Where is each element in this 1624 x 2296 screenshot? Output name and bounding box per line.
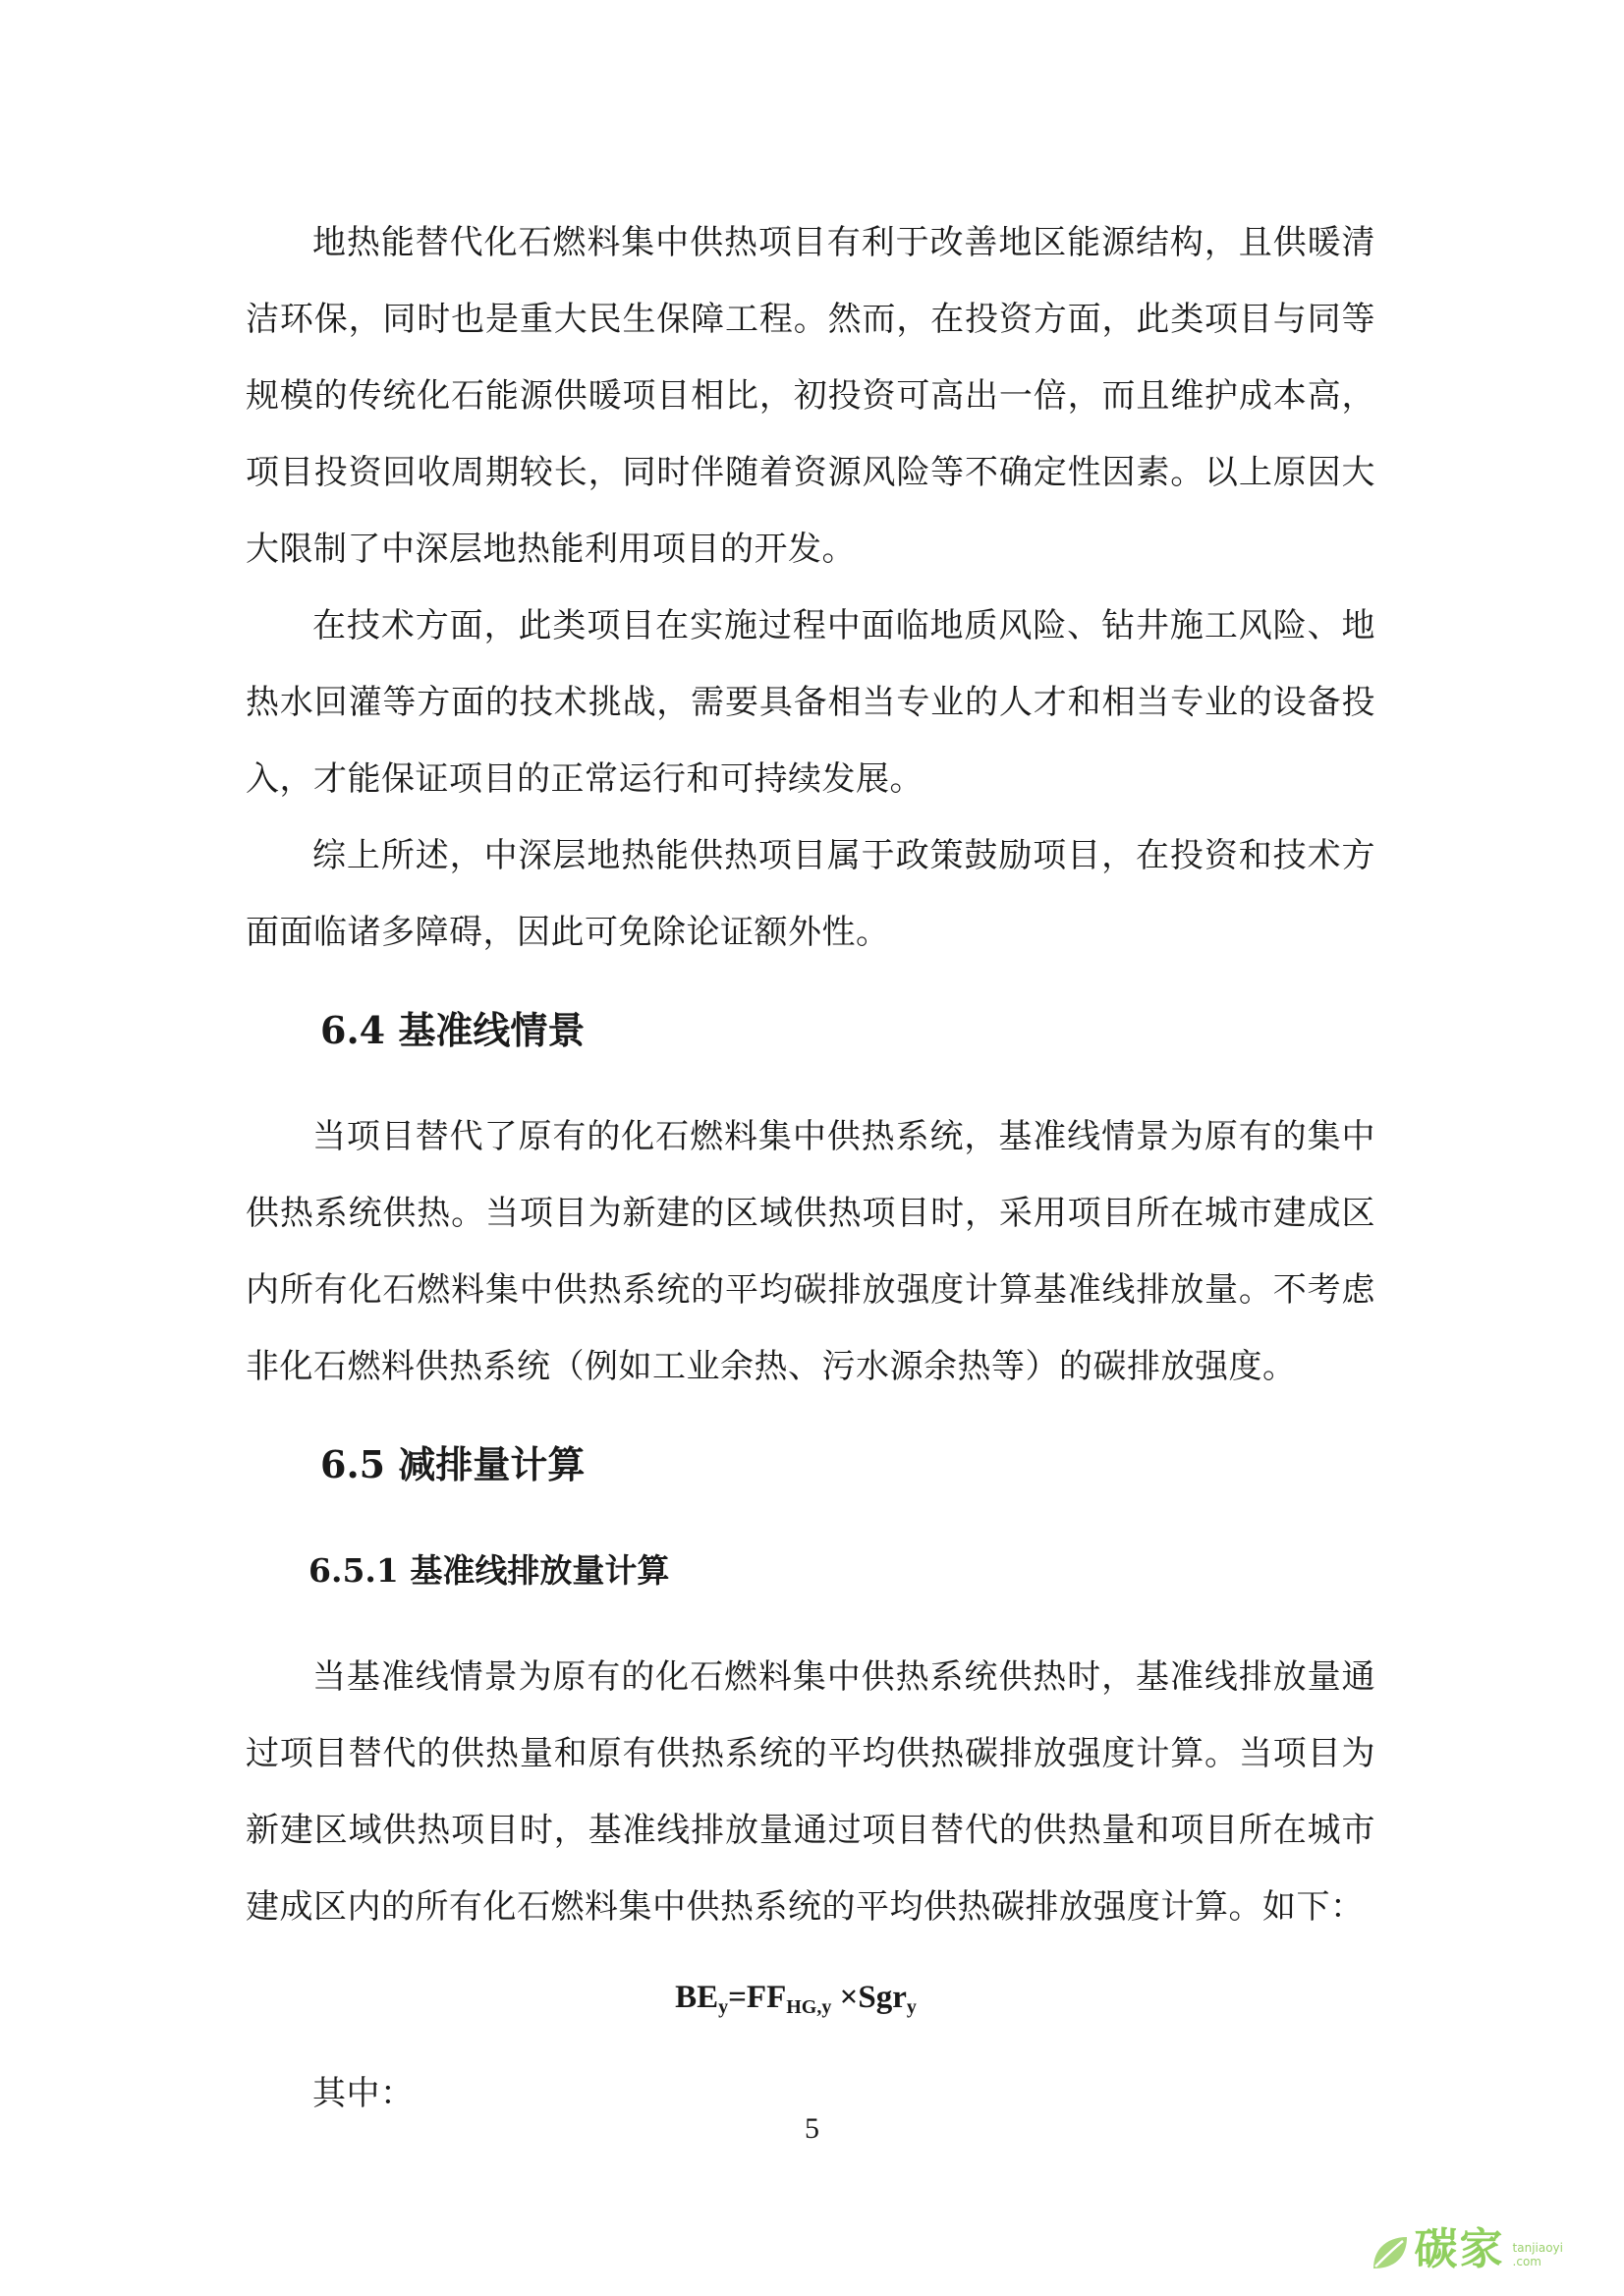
watermark-domain-line2: .com: [1512, 2255, 1541, 2268]
watermark: [1368, 2225, 1563, 2274]
watermark-brand: 碳家: [1414, 2224, 1505, 2274]
page-content: [246, 204, 1375, 2132]
watermark-domain: [1513, 2241, 1563, 2268]
paragraph-additionality-investment: 地热能替代化石燃料集中供热项目有利于改善地区能源结构，且供暖清洁环保，同时也是重大民生保障工程。然而，在投资方面，此类项目与同等规模的传统化石能源供暖项目相比，初投资可高出一倍，而且维护成本高，项目投资回收周期较长，同时伴随着资源风险等不确定性因素。以上原因大大限制了中深层地热能利用项目的开发。: [246, 223, 1375, 569]
formula-term1: FF: [746, 1980, 787, 2015]
subsection-heading-6-5-1: 6.5.1 基准线排放量计算: [308, 1551, 670, 1590]
section-heading-6-4: 6.4 基准线情景: [320, 1008, 586, 1052]
page-number: 5: [805, 2112, 819, 2145]
paragraph-baseline-emission-calculation: 当基准线情景为原有的化石燃料集中供热系统供热时，基准线排放量通过项目替代的供热量和原有供热系统的平均供热碳排放强度计算。当项目为新建区域供热项目时，基准线排放量通过项目替代的供热量和项目所在城市建成区内的所有化石燃料集中供热系统的平均供热碳排放强度计算。如下：: [246, 1657, 1375, 1927]
section-heading-6-5: 6.5 减排量计算: [320, 1442, 586, 1486]
formula-lhs: BE: [675, 1980, 719, 2015]
where-label: 其中：: [312, 2074, 415, 2113]
paragraph-additionality-conclusion: 综上所述，中深层地热能供热项目属于政策鼓励项目，在投资和技术方面面临诸多障碍，因此可免除论证额外性。: [246, 836, 1375, 952]
formula-lhs-sub: y: [718, 1996, 729, 2018]
formula-equals: =: [728, 1980, 747, 2015]
formula-term2-sub: y: [906, 1996, 917, 2018]
formula-term2: Sgr: [858, 1980, 907, 2015]
paragraph-additionality-technology: 在技术方面，此类项目在实施过程中面临地质风险、钻井施工风险、地热水回灌等方面的技术挑战，需要具备相当专业的人才和相当专业的设备投入，才能保证项目的正常运行和可持续发展。: [246, 606, 1375, 799]
leaf-logo-icon: [1368, 2231, 1411, 2274]
paragraph-baseline-scenario: 当项目替代了原有的化石燃料集中供热系统，基准线情景为原有的集中供热系统供热。当项目为新建的区域供热项目时，采用项目所在城市建成区内所有化石燃料集中供热系统的平均碳排放强度计算基准线排放量。不考虑非化石燃料供热系统（例如工业余热、污水源余热等）的碳排放强度。: [246, 1117, 1375, 1386]
formula-baseline-emissions: [246, 1959, 1375, 2045]
formula-term1-sub: HG,y: [786, 1996, 832, 2018]
watermark-domain-line1: tanjiaoyi: [1512, 2241, 1563, 2255]
formula-times: ×: [831, 1980, 859, 2015]
